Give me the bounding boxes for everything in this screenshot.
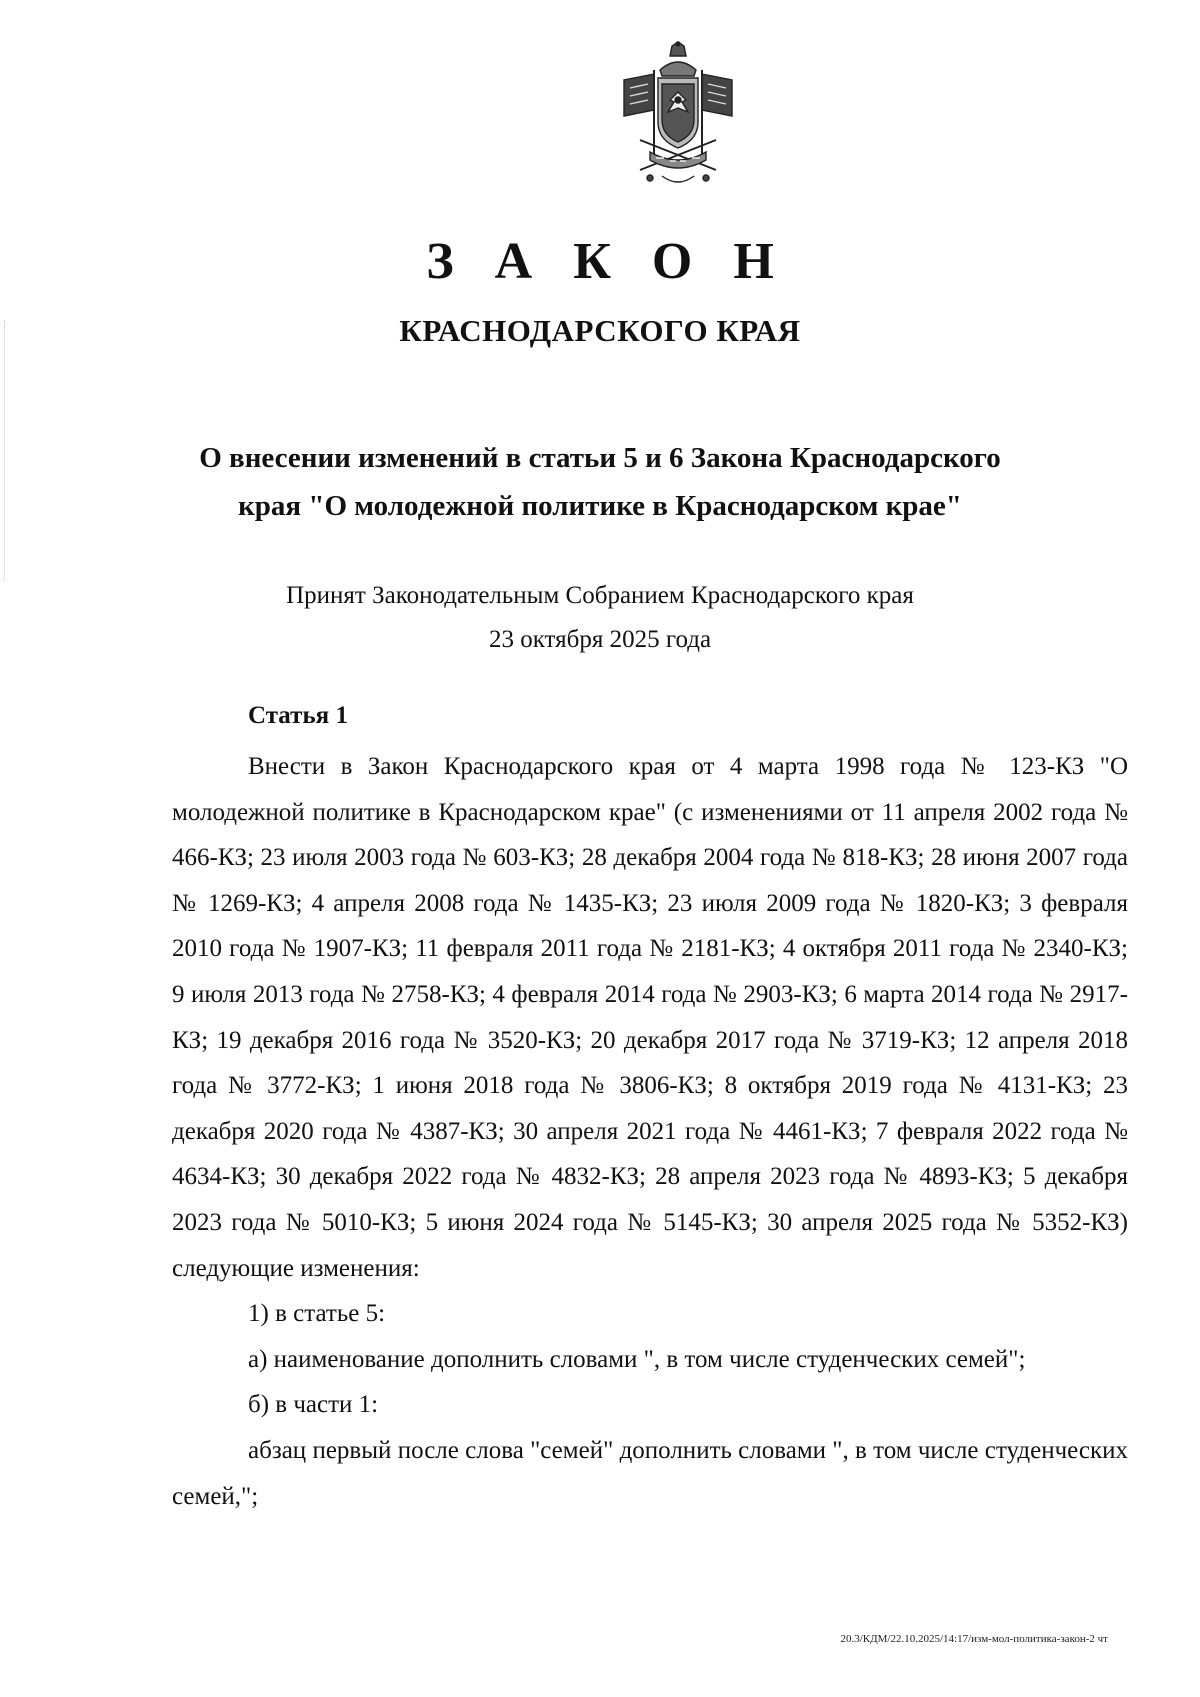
- paragraph: а) наименование дополнить словами ", в том числе студенческих семей";: [248, 1345, 1026, 1373]
- law-name-line-2: края "О молодежной политике в Краснодарском крае": [238, 490, 962, 522]
- law-title: З А К О Н: [426, 233, 788, 290]
- paragraph: Внести в Закон Краснодарского края от 4 марта 1998 года № 123-КЗ "О молодежной политике в Краснодарском крае" (с изменениями от 11 апреля 2002 года № 466-КЗ; 23 июля 2003 года № 603-КЗ; 28 декабря 2004 года № 818-КЗ; 28 июня 2007 года № 1269-КЗ; 4 апреля 2008 года № 1435-КЗ; 23 июля 2009 года № 1820-КЗ; 3 февраля 2010 года № 1907-КЗ; 11 февраля 2011 года № 2181-КЗ; 4 октября 2011 года № 2340-КЗ; 9 июля 2013 года № 2758-КЗ; 4 февраля 2014 года № 2903-КЗ; 6 марта 2014 года № 2917-КЗ; 19 декабря 2016 года № 3520-КЗ; 20 декабря 2017 года № 3719-КЗ; 12 апреля 2018 года № 3772-КЗ; 1 июня 2018 года № 3806-КЗ; 8 октября 2019 года № 4131-КЗ; 23 декабря 2020 года № 4387-КЗ; 30 апреля 2021 года № 4461-КЗ; 7 февраля 2022 года № 4634-КЗ; 30 декабря 2022 года № 4832-КЗ; 28 апреля 2023 года № 4893-КЗ; 5 декабря 2023 года № 5010-КЗ; 5 июня 2024 года № 5145-КЗ; 30 апреля 2025 года № 5352-КЗ) следующие изменения:: [172, 753, 1128, 1282]
- article-body: [172, 744, 1128, 1519]
- paragraph: 1) в статье 5:: [248, 1300, 386, 1328]
- law-name-line-1: О внесении изменений в статьи 5 и 6 Закона Краснодарского: [199, 442, 1001, 474]
- footer-reference: 20.3/КДМ/22.10.2025/14:17/изм-мол-политика-закон-2 чт: [840, 1633, 1108, 1645]
- law-subtitle: КРАСНОДАРСКОГО КРАЯ: [399, 313, 801, 348]
- scan-edge-marks: [4, 320, 7, 580]
- adoption-date: 23 октября 2025 года: [488, 626, 712, 653]
- adoption-note: [150, 574, 1050, 662]
- law-name: [150, 434, 1050, 530]
- paragraph: абзац первый после слова "семей" дополнить словами ", в том числе студенческих семей,";: [172, 1436, 1128, 1510]
- coat-of-arms-icon: [610, 40, 746, 190]
- paragraph: б) в части 1:: [248, 1391, 379, 1419]
- article-heading: Статья 1: [248, 702, 348, 729]
- adoption-body: Принят Законодательным Собранием Краснодарского края: [286, 582, 914, 609]
